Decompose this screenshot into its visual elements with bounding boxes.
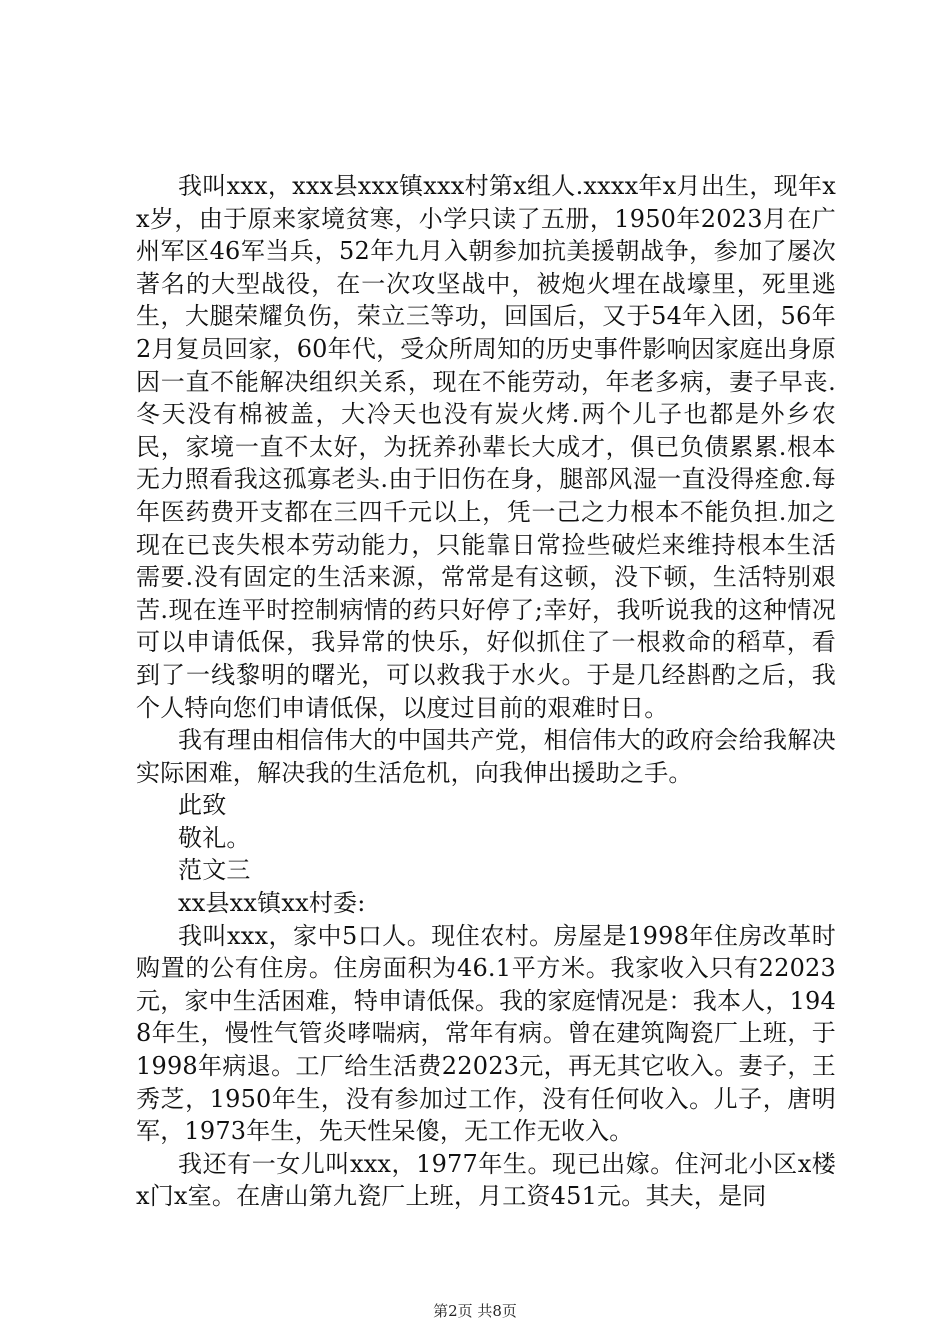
paragraph-daughter: 我还有一女儿叫xxx，1977年生。现已出嫁。住河北小区x楼x门x室。在唐山第九瓷厂上班，月工资451元。其夫，是同 bbox=[136, 1149, 836, 1211]
section-heading-fanwen-san: 范文三 bbox=[178, 856, 251, 885]
paragraph-salutation-jingli: 敬礼。 bbox=[178, 823, 251, 852]
paragraph-trust-government: 我有理由相信伟大的中国共产党，相信伟大的政府会给我解决实际困难，解决我的生活危机，向我伸出援助之手。 bbox=[136, 726, 836, 787]
paragraph-family-situation: 我叫xxx，家中5口人。现住农村。房屋是1998年住房改革时购置的公有住房。住房面积为46.1平方米。我家收入只有22023元，家中生活困难，特申请低保。我的家庭情况是：我本人，1948年生，慢性气管炎哮喘病，常年有病。曾在建筑陶瓷厂上班，于1998年病退。工厂给生活费22023元，再无其它收入。妻子，王秀芝，1950年生，没有参加过工作，没有任何收入。儿子，唐明军，1973年生，先天性呆傻，无工作无收入。 bbox=[136, 921, 836, 1146]
paragraph-application-story: 我叫xxx，xxx县xxx镇xxx村第x组人.xxxx年x月出生，现年xx岁，由于原来家境贫寒，小学只读了五册，1950年2023月在广州军区46军当兵，52年九月入朝参加抗美援朝战争，参加了屡次著名的大型战役，在一次攻坚战中，被炮火埋在战壕里，死里逃生，大腿荣耀负伤，荣立三等功，回国后，又于54年入团，56年2月复员回家，60年代，受众所周知的历史事件影响因家庭出身原因一直不能解决组织关系，现在不能劳动，年老多病，妻子早丧.冬天没有棉被盖，大冷天也没有炭火烤.两个儿子也都是外乡农民，家境一直不太好，为抚养孙辈长大成才，俱已负债累累.根本无力照看我这孤寡老头.由于旧伤在身，腿部风湿一直没得痊愈.每年医药费开支都在三四千元以上，凭一己之力根本不能负担.加之现在已丧失根本劳动能力，只能靠日常捡些破烂来维持根本生活需要.没有固定的生活来源，常常是有这顿，没下顿，生活特别艰苦.现在连平时控制病情的药只好停了;幸好，我听说我的这种情况可以申请低保，我异常的快乐，好似抓住了一根救命的稻草，看到了一线黎明的曙光，可以救我于水火。于是几经斟酌之后，我个人特向您们申请低保，以度过目前的艰难时日。 bbox=[136, 172, 836, 722]
page-footer: 第2页 共8页 bbox=[433, 1302, 517, 1320]
document-body bbox=[136, 170, 836, 1213]
paragraph-addressee: xx县xx镇xx村委: bbox=[178, 889, 366, 918]
paragraph-salutation-cizhi: 此致 bbox=[178, 791, 227, 820]
